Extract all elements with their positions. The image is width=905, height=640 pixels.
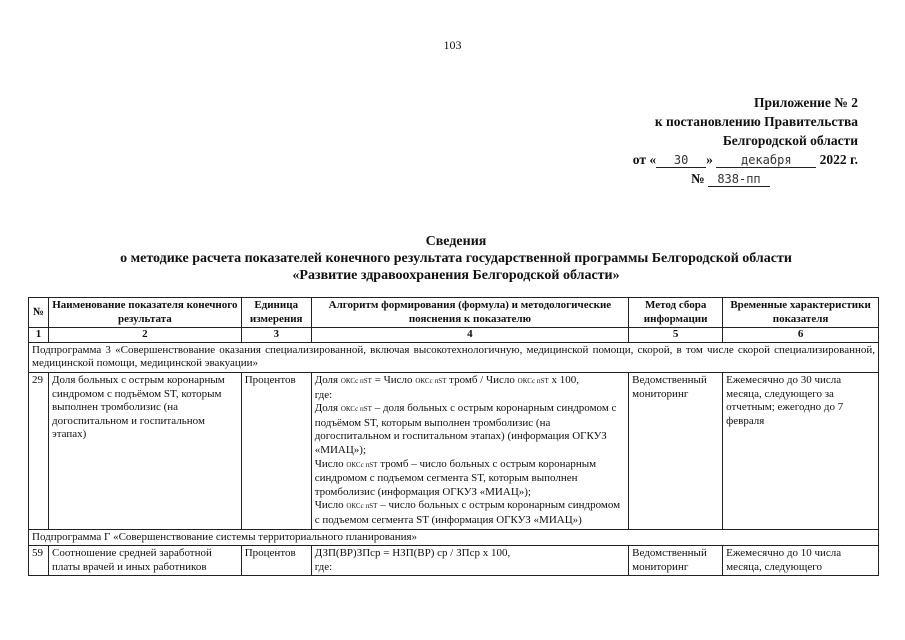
appendix-number [558,169,858,188]
formula-text: тромб – число больных с острым коронарным синдромом с подъемом сегмента ST, которым выполнен тромболизис (информация ОГКУЗ «МИАЦ»); [314,457,597,498]
formula-definition [315,499,625,527]
col-number: 6 [723,328,879,343]
formula-subscript: ОКСс пST [346,460,378,469]
row-number: 29 [29,372,49,529]
appendix-line1: Приложение № 2 [754,95,858,110]
formula-text: тромб / Число [446,373,518,386]
formula-where: где: [314,388,333,401]
appendix-line2: к постановлению Правительства [654,114,858,129]
date-mid: » [706,152,713,167]
subprogram-row [29,529,879,546]
title-line1: Сведения [425,234,487,249]
col-number: 5 [629,328,723,343]
indicator-formula [311,546,628,576]
indicator-formula [311,372,628,529]
table-row [29,372,879,529]
date-month: декабря [716,153,816,168]
header-name: Наименование показателя конечного результата [48,298,241,328]
col-number: 4 [311,328,628,343]
title-line3: «Развитие здравоохранения Белгородской области» [292,268,620,283]
appendix-date [558,150,858,169]
indicator-method: Ведомственный мониторинг [629,372,723,529]
column-number-row [29,328,879,343]
indicator-name: Соотношение средней заработной платы врачей и иных работников [48,546,241,576]
formula-where: где: [314,560,333,573]
appendix-line3: Белгородской области [722,133,858,148]
subprogram-3-title: Подпрограмма 3 «Совершенствование оказания специализированной, включая высокотехнологичную, медицинской помощи, скорой, в том числе скорой специализированной, медицинской помощи, медицинской эвакуации» [29,342,879,372]
indicator-unit: Процентов [241,546,311,576]
formula-text: Доля [314,373,341,386]
date-prefix: от « [632,152,657,167]
indicator-time: Ежемесячно до 30 числа месяца, следующего за отчетным; ежегодно до 7 февраля [723,372,879,529]
header-unit: Единица измерения [241,298,311,328]
subprogram-g-title: Подпрограмма Г «Совершенствование системы территориального планирования» [29,529,879,546]
header-algorithm: Алгоритм формирования (формула) и методологические пояснения к показателю [311,298,628,328]
header-time: Временные характеристики показателя [723,298,879,328]
formula-line [315,374,625,389]
formula-text: Число [314,457,347,470]
formula-subscript: ОКСс пST [415,376,447,385]
header-num: № [29,298,49,328]
formula-subscript: ОКСс пST [340,405,372,414]
date-day: 30 [656,153,706,168]
col-number: 2 [48,328,241,343]
row-number: 59 [29,546,49,576]
number-prefix: № [691,171,705,186]
formula-text: = Число [371,373,416,386]
indicator-time: Ежемесячно до 10 числа месяца, следующего [723,546,879,576]
indicator-method: Ведомственный мониторинг [629,546,723,576]
formula-subscript: ОКСс пST [517,376,549,385]
formula-definition [315,402,625,457]
document-title [0,233,905,284]
number-value: 838-пп [708,172,770,187]
formula-text: – доля больных с острым коронарным синдромом с подъёмом ST, которым выполнен тромболизис (на догоспитальном и госпитальном этапах) (информация ОГКУЗ «МИАЦ»); [314,402,617,456]
col-number: 3 [241,328,311,343]
col-number: 1 [29,328,49,343]
indicator-name: Доля больных с острым коронарным синдромом с подъёмом ST, которым выполнен тромболизис (на догоспитальном и госпитальном этапах) [48,372,241,529]
formula-subscript: ОКСс пST [346,502,378,511]
table-header-row [29,298,879,328]
appendix-block [558,93,858,188]
formula-subscript: ОКСс пST [340,376,372,385]
page-number: 103 [443,38,462,52]
formula-text: – число больных с острым коронарным синдромом с подъемом сегмента ST (информация ОГКУЗ «МИАЦ») [314,499,621,526]
formula-text: Число [314,499,347,512]
formula-line: ДЗП(ВР)ЗПср = НЗП(ВР) ср / ЗПср x 100, [314,547,511,560]
formula-text: x 100, [548,373,579,386]
formula-text: Доля [314,402,341,415]
formula-definition [315,458,625,500]
indicator-unit: Процентов [241,372,311,529]
date-year: 2022 г. [819,152,858,167]
title-line2: о методике расчета показателей конечного результата государственной программы Белгородской области [120,251,792,266]
table-row [29,546,879,576]
header-method: Метод сбора информации [629,298,723,328]
subprogram-row [29,342,879,372]
methodology-table [28,297,879,576]
